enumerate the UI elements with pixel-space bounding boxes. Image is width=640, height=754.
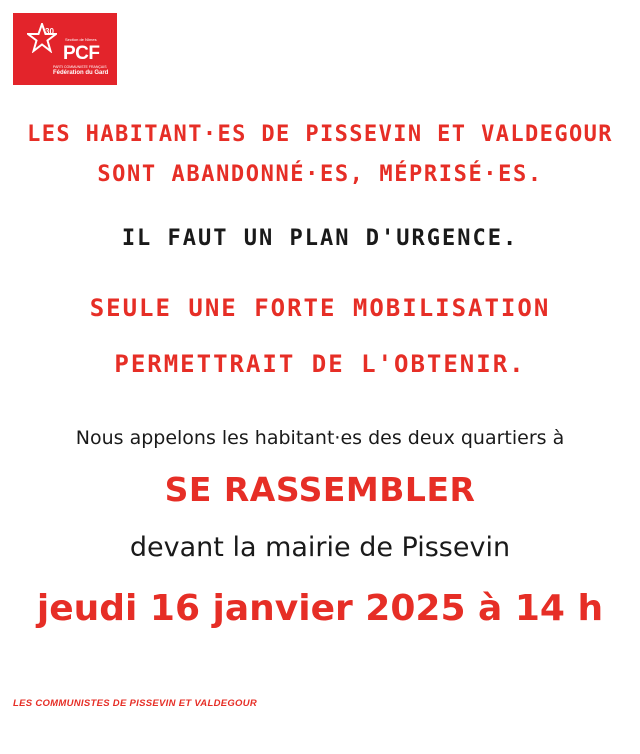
logo-number: 30: [45, 27, 54, 36]
pcf-logo: [13, 13, 117, 85]
headline-line-1: LES HABITANT·ES DE PISSEVIN ET VALDEGOUR: [27, 122, 613, 147]
place-text: devant la mairie de Pissevin: [129, 532, 511, 563]
logo-brand: PCF: [63, 43, 100, 64]
logo-section: Section de Nîmes: [65, 37, 97, 42]
call-text: Nous appelons les habitant·es des deux quartiers à: [75, 427, 565, 449]
logo-federation: Fédération du Gard: [53, 70, 109, 76]
footer-signature: LES COMMUNISTES DE PISSEVIN ET VALDEGOUR: [13, 698, 258, 709]
headline-line-4: SEULE UNE FORTE MOBILISATION: [89, 294, 551, 322]
headline-line-5: PERMETTRAIT DE L'OBTENIR.: [114, 350, 526, 378]
logo-party: PARTI COMMUNISTE FRANÇAIS: [53, 65, 107, 69]
headline-line-2: SONT ABANDONNÉ·ES, MÉPRISÉ·ES.: [97, 162, 543, 187]
headline-line-3: IL FAUT UN PLAN D'URGENCE.: [121, 226, 519, 251]
rally-heading: SE RASSEMBLER: [164, 470, 476, 509]
event-date: jeudi 16 janvier 2025 à 14 h: [36, 588, 604, 629]
